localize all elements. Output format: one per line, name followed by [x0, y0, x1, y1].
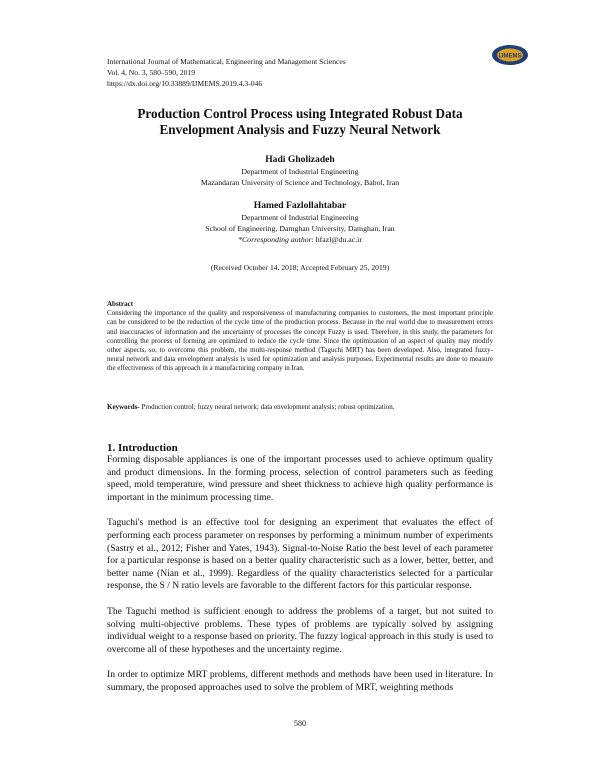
author-institution: Mazandaran University of Science and Technology, Babol, Iran — [200, 178, 400, 187]
author-department: Department of Industrial Engineering — [241, 167, 359, 176]
abstract-text: Considering the importance of the quality and responsiveness of manufacturing companies to customers, the most important principle can be considered to be the reduction of the cycle time of the production process. Because in the real world due to measurement errors and inaccuracies of information and the uncertainty of processes the concept Fuzzy is used. Therefore, in this study, the parameters for controlling the process of forming are optimized to reduce the cycle time. Since the optimization of an aspect of quality may modify other aspects, so, to overcome this problem, the multi-response method (Taguchi MRT) has been developed. Also, integrated fuzzy-neural network and data envelopment analysis is used for optimization and analysis purposes. Experimental results are done to measure the effectiveness of this approach in a manufacturing company in Iran. — [107, 309, 493, 373]
section-heading: 1. Introduction — [107, 442, 178, 454]
author-name: Hamed Fazlollahtabar — [253, 200, 347, 211]
journal-volume: Vol. 4, No. 3, 580–590, 2019 — [107, 68, 196, 77]
keywords-text: Production control; fuzzy neural network; data envelopment analysis; robust optimization. — [139, 403, 395, 411]
paragraph: The Taguchi method is sufficient enough to address the problems of a target, but not suited to solving multi-objective problems. These types of problems are typically solved by assigning individual weight to a response based on priority. The fuzzy logical approach in this study is used to overcome all of these hypotheses and the uncertainty regime. — [107, 605, 493, 655]
paragraph: Forming disposable appliances is one of the important processes used to achieve optimum quality and product dimensions. In the forming process, selection of control parameters such as feeding speed, mold temperature, wind pressure and sheet thickness to achieve high quality performance is important in the minimum processing time. — [107, 454, 493, 503]
paragraph: Taguchi's method is an effective tool for designing an experiment that evaluates the effect of performing each process parameter on responses by performing a minimum number of experiments (Sastry et al., 2012; Fisher and Yates, 1943). Signal-to-Noise Ratio the best level of each parameter for a particular response is based on a better quality characteristic such as a lower, better, better, and better name (Nian et al., 1999). Regardless of the quality characteristics selected for a particular response, the S / N ratio levels are favorable to the different factors for this particular response. — [107, 517, 493, 592]
abstract — [107, 300, 493, 374]
logo-text: IJMEMS — [498, 53, 522, 60]
abstract-heading: Abstract — [107, 300, 134, 308]
author-block-1 — [100, 153, 500, 188]
journal-name: International Journal of Mathematical, Engineering and Management Sciences — [107, 57, 346, 66]
journal-header — [107, 56, 487, 89]
journal-logo — [491, 44, 529, 66]
author-department: Department of Industrial Engineering — [241, 213, 359, 222]
author-name: Hadi Gholizadeh — [265, 154, 335, 165]
journal-doi: https://dx.doi.org/10.33889/IJMEMS.2019.4.3-046 — [107, 79, 263, 88]
author-email[interactable]: : hfazl@du.ac.ir — [311, 235, 362, 244]
paper-title: Production Control Process using Integrated Robust Data Envelopment Analysis and Fuzzy Neural Network — [137, 106, 463, 137]
paragraph: In order to optimize MRT problems, different methods and methods have been used in literature. In summary, the proposed approaches used to solve the problem of MRT, weighting methods — [107, 669, 493, 693]
section-body — [107, 454, 493, 708]
keywords-label: Keywords- — [107, 403, 140, 411]
author-institution: School of Engineering, Damghan University, Damghan, Iran — [205, 224, 395, 233]
page-number: 580 — [294, 719, 306, 728]
author-block-2 — [100, 199, 500, 245]
keywords — [107, 403, 493, 412]
corresponding-author — [100, 234, 500, 245]
corresponding-label: *Corresponding author — [238, 235, 312, 244]
received-dates: (Received October 14, 2018; Accepted February 25, 2019) — [210, 263, 390, 272]
